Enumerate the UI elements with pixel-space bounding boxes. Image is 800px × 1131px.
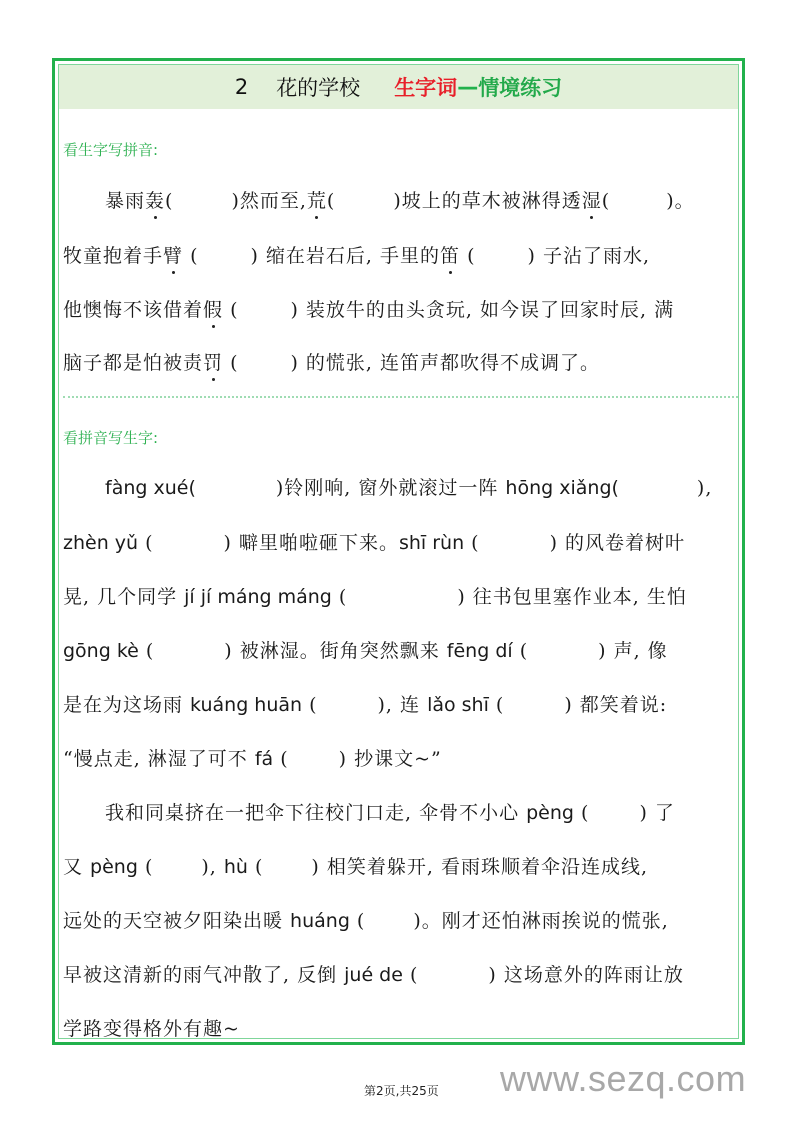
section-divider [63,396,738,398]
text-line: 我和同桌挤在一把伞下往校门口走, 伞骨不小心 pèng ( ) 了 [105,802,675,824]
pinyin: hù [223,856,248,878]
target-char: 轰 [145,190,166,212]
pinyin: lǎo shī [427,694,489,716]
title-vocabulary: 生字词 [394,76,458,100]
watermark: www.sezq.com [500,1058,747,1099]
pinyin: jí jí máng máng [184,586,332,608]
text-line: 是在为这场雨 kuáng huān ( ), 连 lǎo shī ( ) 都笑着说: [63,694,668,716]
text-line: 早被这清新的雨气冲散了, 反倒 jué de ( ) 这场意外的阵雨让放 [63,964,684,986]
target-char: 臂 [163,245,184,267]
pinyin: pèng [526,802,574,824]
section-label-write-characters: 看拼音写生字: [63,429,159,447]
pinyin: gōng kè [63,640,139,662]
text-line: fàng xué( )铃刚响, 窗外就滚过一阵 hōng xiǎng( ), [105,477,713,499]
text-line: 晃, 几个同学 jí jí máng máng ( ) 往书包里塞作业本, 生怕 [63,586,687,608]
pinyin: jué de [344,964,403,986]
text-line: gōng kè ( ) 被淋湿。街角突然飘来 fēng dí ( ) 声, 像 [63,640,668,662]
target-char: 湿 [581,190,602,212]
target-char: 荒 [306,190,327,212]
section-label-write-pinyin: 看生字写拼音: [63,141,159,159]
text-line: 脑子都是怕被责罚 ( ) 的慌张, 连笛声都吹得不成调了。 [63,352,601,374]
worksheet-frame [52,58,745,1045]
pinyin: fá [254,748,274,770]
pinyin: shī rùn [398,532,465,554]
lesson-title: 花的学校 [276,76,361,100]
text-line: 他懊悔不该借着假 ( ) 装放牛的由头贪玩, 如今误了回家时辰, 满 [63,299,675,321]
pinyin: pèng [90,856,138,878]
title-context-practice: 情境练习 [478,76,563,100]
page-indicator: 第2页,共25页 [364,1084,439,1098]
text-line: 学路变得格外有趣~ [63,1018,240,1040]
text-line: 暴雨轰( )然而至,荒( )坡上的草木被淋得透湿( )。 [105,190,695,212]
pinyin: zhèn yǔ [63,532,139,554]
target-char: 假 [203,299,224,321]
lesson-number: 2 [234,75,249,99]
pinyin: huáng [290,910,350,932]
title-dash: — [457,75,479,99]
text-line: 远处的天空被夕阳染出暖 huáng ( )。刚才还怕淋雨挨说的慌张, [63,910,669,932]
text-line: zhèn yǔ ( ) 噼里啪啦砸下来。shī rùn ( ) 的风卷着树叶 [63,532,686,554]
target-char: 罚 [203,352,224,374]
target-char: 笛 [440,245,461,267]
text-line: 牧童抱着手臂 ( ) 缩在岩石后, 手里的笛 ( ) 子沾了雨水, [63,245,650,267]
pinyin: fēng dí [446,640,513,662]
text-line: 又 pèng ( ), hù ( ) 相笑着躲开, 看雨珠顺着伞沿连成线, [63,856,648,878]
pinyin: kuáng huān [190,694,303,716]
pinyin: fàng xué [105,477,189,499]
worksheet-header [59,65,738,109]
pinyin: hōng xiǎng [505,477,612,499]
text-line: “慢点走, 淋湿了可不 fá ( ) 抄课文~” [63,748,442,770]
